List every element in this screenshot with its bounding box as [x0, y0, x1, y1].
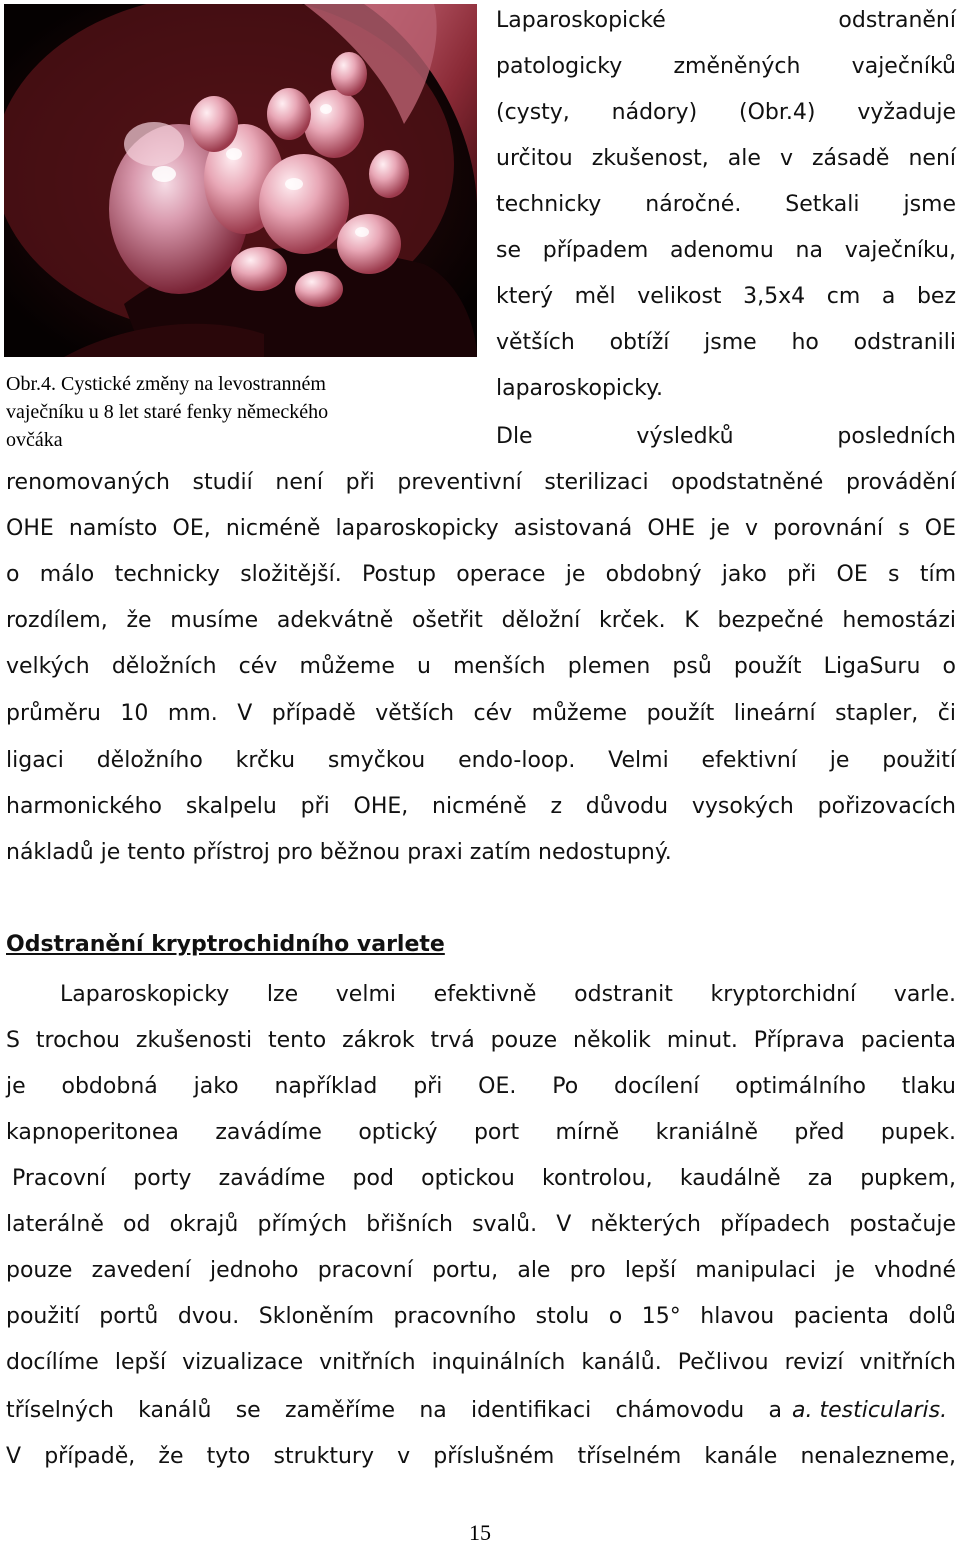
ovary-cyst-photo-illustration — [4, 4, 477, 357]
text-line: je obdobná jako například při OE. Po docílení optimálního tlaku — [6, 1074, 956, 1099]
text-line: laterálně od okrajů přímých břišních svalů. V některých případech postačuje — [6, 1212, 956, 1237]
page-number: 15 — [469, 1520, 491, 1545]
text-line: patologicky změněných vaječníků — [496, 54, 956, 79]
text-line: rozdílem, že musíme adekvátně ošetřit děložní krček. K bezpečné hemostázi — [6, 608, 956, 633]
text-line: (cysty, nádory) (Obr.4) vyžaduje — [496, 100, 956, 125]
text-line: tříselných kanálů se zaměříme na identifikaci chámovodu a — [6, 1398, 782, 1423]
latin-term: a. testicularis. — [792, 1398, 948, 1423]
text-line: Laparoskopicky lze velmi efektivně odstranit kryptorchidní varle. — [60, 982, 956, 1007]
ovary-cyst-photo — [4, 4, 477, 357]
text-line: technicky náročné. Setkali jsme — [496, 192, 956, 217]
text-line: kapnoperitonea zavádíme optický port mírně kraniálně před pupek. — [6, 1120, 956, 1145]
text-line: renomovaných studií není při preventivní sterilizaci opodstatněné provádění — [6, 470, 956, 495]
caption-line: ovčáka — [6, 429, 63, 448]
text-line: nákladů je tento přístroj pro běžnou praxi zatím nedostupný. — [6, 840, 672, 865]
text-line: ligaci děložního krčku smyčkou endo-loop. Velmi efektivní je použití — [6, 748, 956, 773]
text-line: určitou zkušenost, ale v zásadě není — [496, 146, 956, 171]
text-line: OHE namísto OE, nicméně laparoskopicky asistovaná OHE je v porovnání s OE — [6, 516, 956, 541]
text-line: docílíme lepší vizualizace vnitřních inquinálních kanálů. Pečlivou revizí vnitřních — [6, 1350, 956, 1375]
text-line: V případě, že tyto struktury v příslušném tříselném kanále nenalezneme, — [6, 1444, 956, 1469]
text-line: pouze zavedení jednoho pracovní portu, ale pro lepší manipulaci je vhodné — [6, 1258, 956, 1283]
text-line: se případem adenomu na vaječníku, — [496, 238, 956, 263]
text-line: Dle výsledků posledních — [496, 424, 956, 449]
text-line: laparoskopicky. — [496, 376, 663, 401]
caption-line: Obr.4. Cystické změny na levostranném — [6, 373, 326, 395]
text-line: S trochou zkušenosti tento zákrok trvá pouze několik minut. Příprava pacienta — [6, 1028, 956, 1053]
text-line: který měl velikost 3,5x4 cm a bez — [496, 284, 956, 309]
text-line: průměru 10 mm. V případě větších cév můžeme použít lineární stapler, či — [6, 701, 956, 726]
text-line: velkých děložních cév můžeme u menších plemen psů použít LigaSuru o — [6, 654, 956, 679]
text-line: o málo technicky složitější. Postup operace je obdobný jako při OE s tím — [6, 562, 956, 587]
section-heading: Odstranění kryptrochidního varlete — [6, 932, 445, 957]
text-line: harmonického skalpelu při OHE, nicméně z důvodu vysokých pořizovacích — [6, 794, 956, 819]
text-line: větších obtíží jsme ho odstranili — [496, 330, 956, 355]
text-line: Pracovní porty zavádíme pod optickou kontrolou, kaudálně za pupkem, — [12, 1166, 956, 1191]
figure-caption — [6, 370, 466, 448]
caption-line: vaječníku u 8 let staré fenky německého — [6, 401, 329, 423]
text-line: Laparoskopické odstranění — [496, 8, 956, 33]
text-line: použití portů dvou. Skloněním pracovního stolu o 15° hlavou pacienta dolů — [6, 1304, 956, 1329]
